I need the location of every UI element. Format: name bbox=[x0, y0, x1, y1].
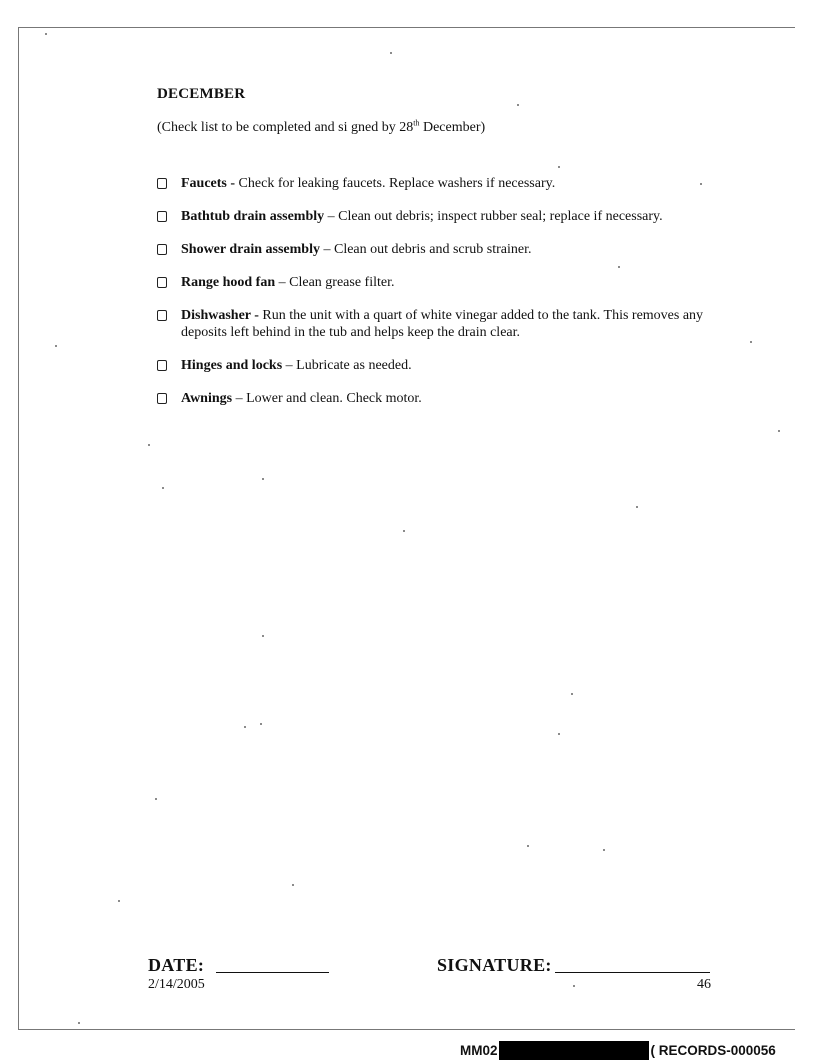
item-text: Run the unit with a quart of white vinegar added to the tank. This removes any deposits left behind in the tub and helps keep the drain clear. bbox=[181, 308, 704, 340]
item-label: Shower drain assembly bbox=[181, 242, 320, 257]
item-text: – Lower and clean. Check motor. bbox=[232, 391, 422, 406]
scan-speck bbox=[778, 430, 780, 432]
scan-speck bbox=[262, 635, 264, 637]
item-text: – Clean grease filter. bbox=[275, 275, 395, 290]
scan-speck bbox=[603, 849, 605, 851]
scan-speck bbox=[118, 900, 120, 902]
scan-speck bbox=[558, 166, 560, 168]
scan-speck bbox=[403, 530, 405, 532]
checkbox[interactable] bbox=[157, 178, 167, 189]
scan-speck bbox=[517, 104, 519, 106]
bates-stamp bbox=[460, 1041, 776, 1060]
scan-speck bbox=[636, 506, 638, 508]
scan-speck bbox=[292, 884, 294, 886]
scan-speck bbox=[148, 444, 150, 446]
scan-speck bbox=[558, 733, 560, 735]
scan-speck bbox=[262, 478, 264, 480]
item-text: – Clean out debris and scrub strainer. bbox=[319, 242, 532, 257]
item-label: Bathtub drain assembly bbox=[181, 209, 325, 224]
signature-label: SIGNATURE: bbox=[437, 955, 552, 975]
item-label: Dishwasher - bbox=[181, 308, 259, 323]
checkbox[interactable] bbox=[157, 211, 167, 222]
scan-speck bbox=[573, 985, 575, 987]
scan-speck bbox=[260, 723, 262, 725]
scan-speck bbox=[55, 345, 57, 347]
checklist-item-bathtub-drain bbox=[155, 208, 715, 225]
scan-speck bbox=[750, 341, 752, 343]
item-text: – Lubricate as needed. bbox=[282, 358, 412, 373]
scan-speck bbox=[527, 845, 529, 847]
date-label: DATE: bbox=[148, 955, 205, 975]
checklist-item-shower-drain bbox=[155, 241, 715, 258]
scan-speck bbox=[78, 1022, 80, 1024]
checklist bbox=[155, 175, 715, 423]
checklist-item-faucets bbox=[155, 175, 715, 192]
bates-prefix: MM02 bbox=[460, 1043, 498, 1058]
date-input-line[interactable] bbox=[216, 972, 329, 973]
checkbox[interactable] bbox=[157, 244, 167, 255]
item-text: – Clean out debris; inspect rubber seal; replace if necessary. bbox=[324, 209, 663, 224]
checkbox[interactable] bbox=[157, 277, 167, 288]
redaction-bar bbox=[499, 1041, 649, 1060]
item-text: Check for leaking faucets. Replace washers if necessary. bbox=[235, 176, 556, 191]
checkbox[interactable] bbox=[157, 393, 167, 404]
signature-input-line[interactable] bbox=[555, 972, 710, 973]
page-number: 46 bbox=[697, 977, 711, 992]
instruction-text: (Check list to be completed and si gned by 28th December) bbox=[157, 118, 486, 135]
item-label: Range hood fan bbox=[181, 275, 276, 290]
checkbox[interactable] bbox=[157, 310, 167, 321]
scan-speck bbox=[244, 726, 246, 728]
document-date: 2/14/2005 bbox=[148, 977, 205, 992]
checklist-item-awnings bbox=[155, 390, 715, 407]
scan-speck bbox=[571, 693, 573, 695]
bates-suffix: ( RECORDS-000056 bbox=[650, 1043, 776, 1058]
checklist-item-range-hood bbox=[155, 274, 715, 291]
checkbox[interactable] bbox=[157, 360, 167, 371]
item-label: Faucets - bbox=[181, 176, 236, 191]
item-label: Awnings bbox=[181, 391, 233, 406]
scan-speck bbox=[162, 487, 164, 489]
page-heading: DECEMBER bbox=[157, 86, 246, 102]
checklist-item-dishwasher bbox=[155, 307, 715, 341]
scan-speck bbox=[45, 33, 47, 35]
item-label: Hinges and locks bbox=[181, 358, 283, 373]
scan-speck bbox=[155, 798, 157, 800]
checklist-item-hinges-locks bbox=[155, 357, 715, 374]
scan-speck bbox=[390, 52, 392, 54]
